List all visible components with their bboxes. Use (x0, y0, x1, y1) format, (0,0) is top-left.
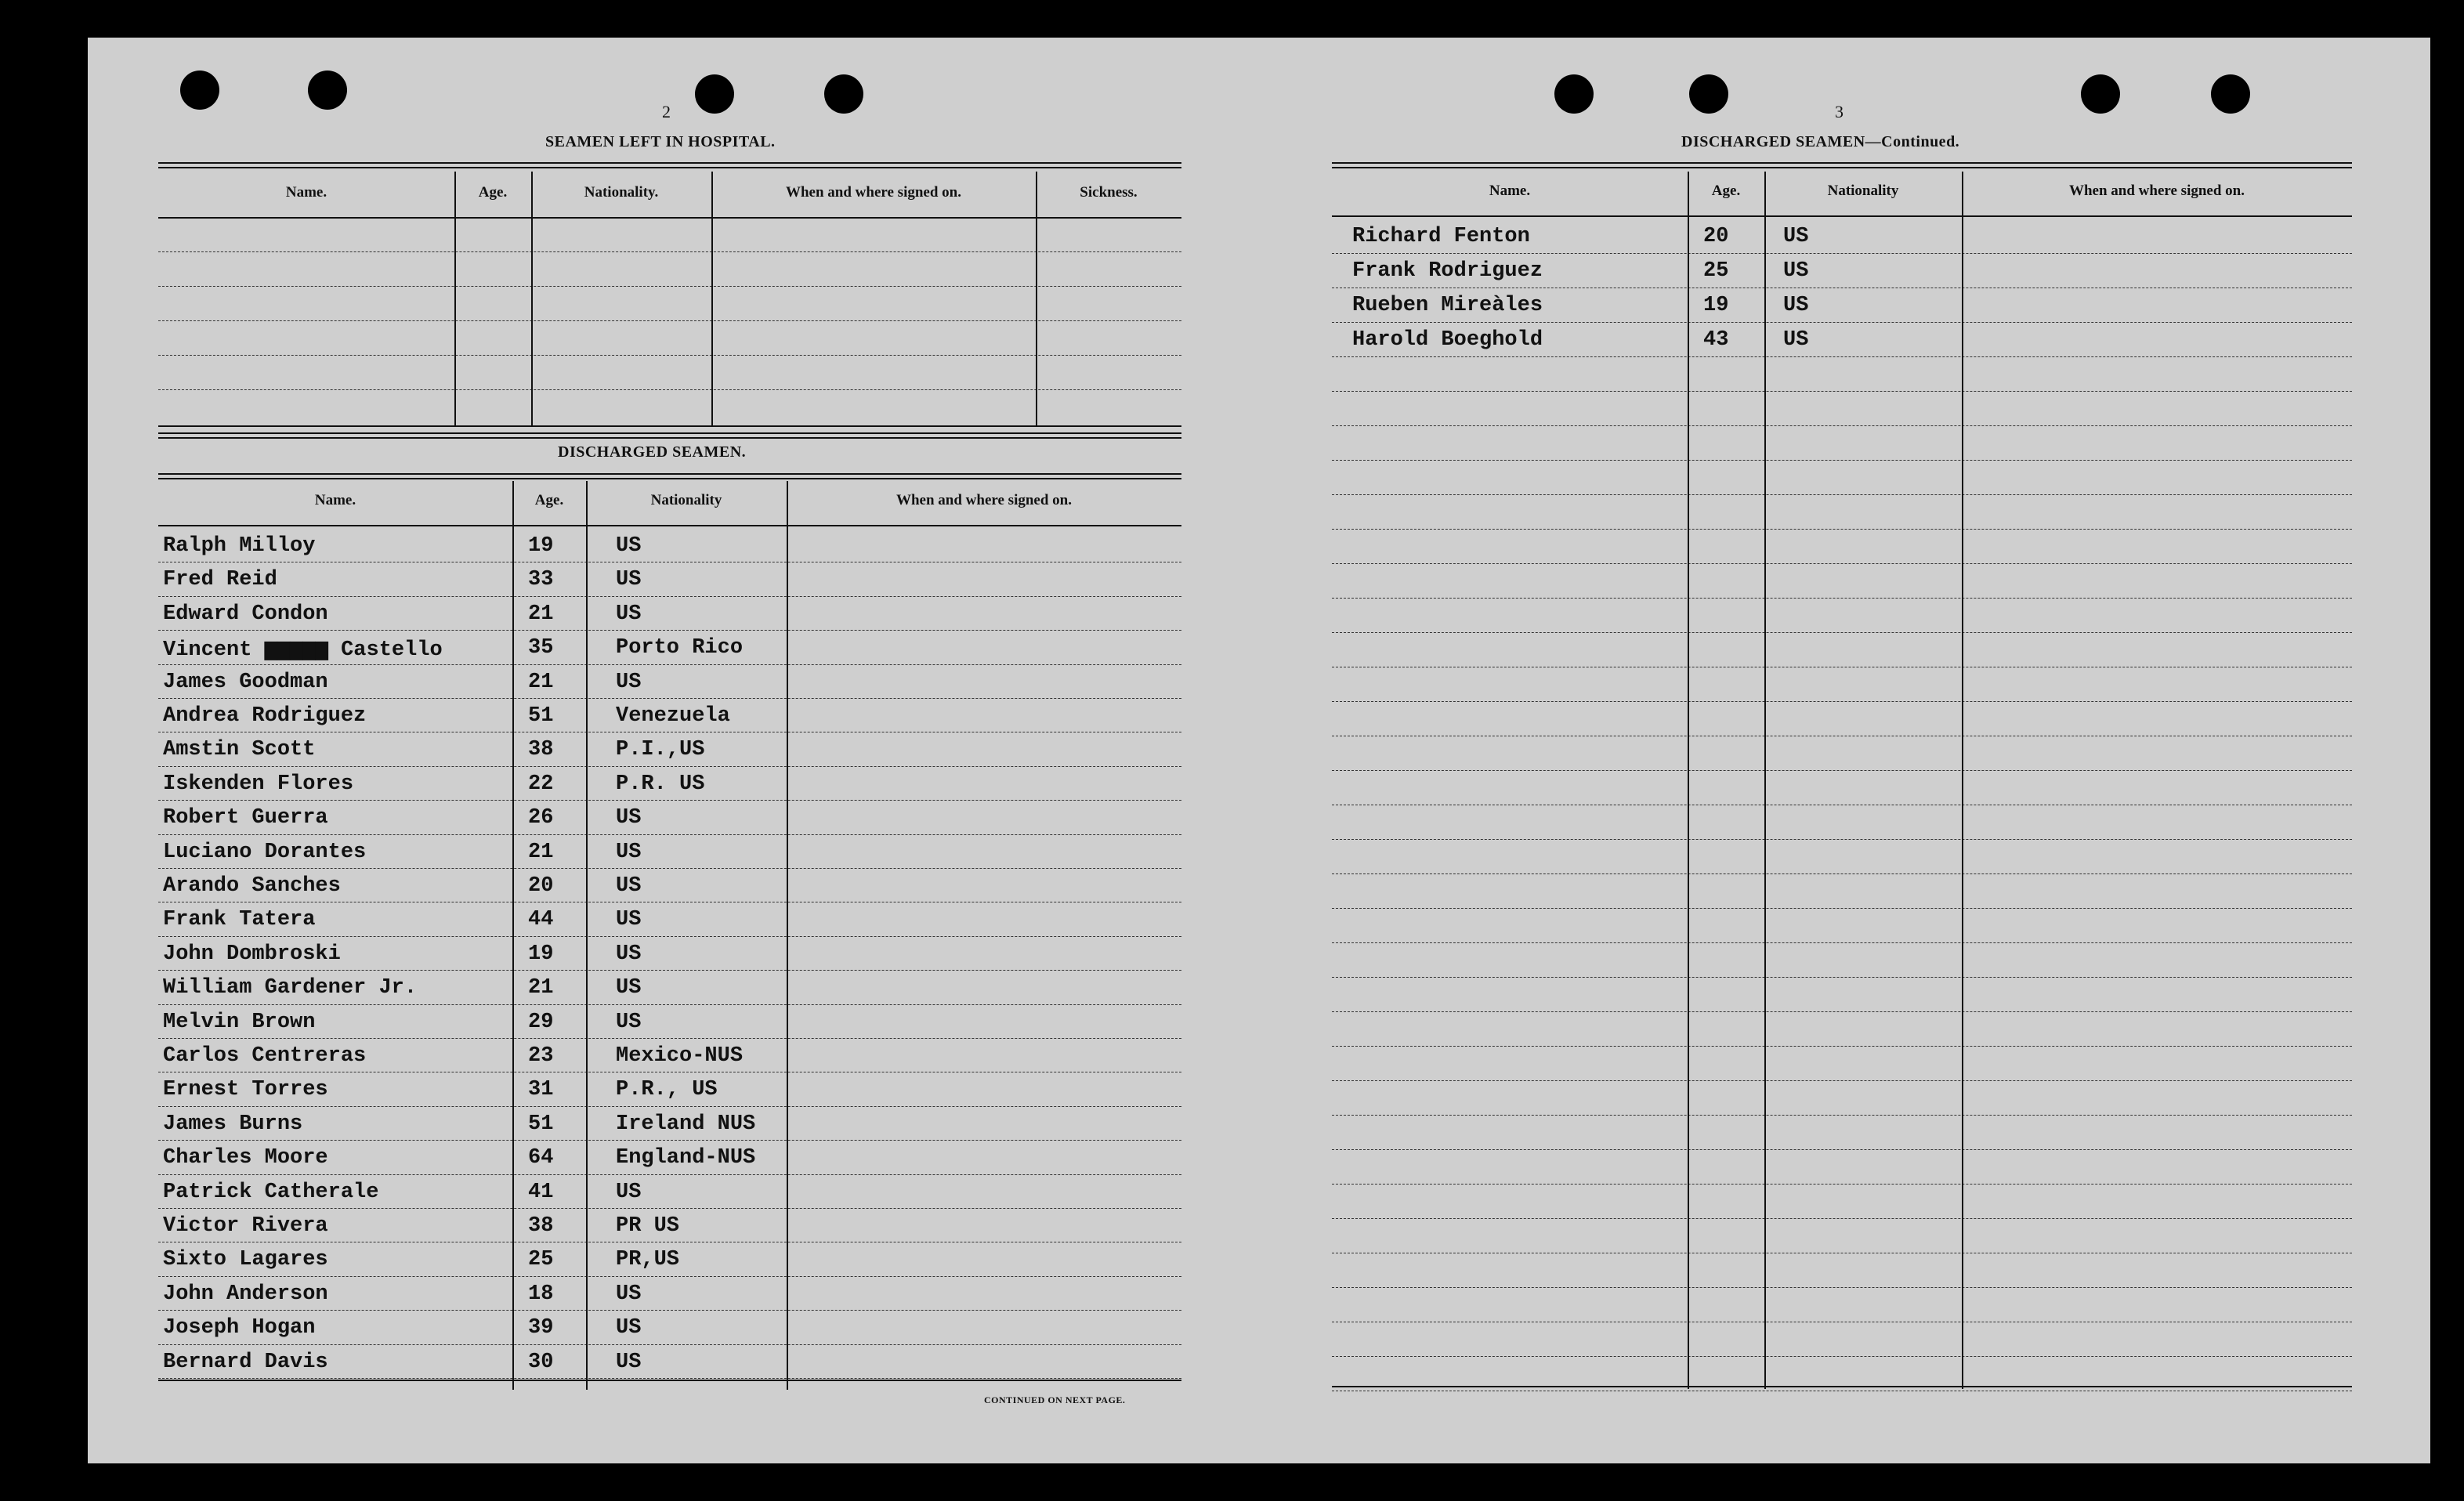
row-age: 25 (528, 1248, 554, 1272)
row-nationality: US (616, 1316, 642, 1340)
row-name: Carlos Centreras (163, 1044, 367, 1068)
row-nationality: US (616, 568, 642, 592)
row-age: 30 (528, 1350, 554, 1374)
punch-hole (1554, 74, 1594, 114)
row-nationality: US (616, 806, 642, 830)
discharged-col-signed-on: When and where signed on. (896, 492, 1072, 508)
row-name: Frank Rodriguez (1352, 259, 1543, 283)
row-name: William Gardener Jr. (163, 976, 418, 1000)
discharged-table-left (158, 473, 1181, 1391)
right-section-title (1681, 133, 1959, 151)
row-nationality: US (616, 942, 642, 966)
row-age: 21 (528, 976, 554, 1000)
row-name: Frank Tatera (163, 908, 316, 932)
row-age: 23 (528, 1044, 554, 1068)
row-age: 51 (528, 1112, 554, 1136)
row-name: Arando Sanches (163, 874, 341, 898)
hospital-section-title: SEAMEN LEFT IN HOSPITAL. (545, 133, 776, 150)
row-age: 33 (528, 568, 554, 592)
hospital-col-age: Age. (478, 184, 508, 201)
row-nationality: US (616, 1180, 642, 1204)
punch-hole (2081, 74, 2120, 114)
discharged-col-name: Name. (314, 492, 356, 508)
row-age: 43 (1703, 328, 1729, 352)
discharged-table-right (1332, 162, 2352, 1391)
row-name: Ernest Torres (163, 1078, 328, 1102)
row-name: John Dombroski (163, 942, 341, 966)
row-age: 64 (528, 1146, 554, 1170)
row-nationality: US (616, 976, 642, 1000)
row-name: Harold Boeghold (1352, 328, 1543, 352)
right-title-main: DISCHARGED SEAMEN (1681, 133, 1865, 150)
row-age: 38 (528, 1214, 554, 1238)
right-col-name: Name. (1489, 183, 1531, 199)
row-age: 18 (528, 1282, 554, 1306)
row-name: Iskenden Flores (163, 772, 354, 796)
row-age: 19 (528, 942, 554, 966)
row-nationality: US (616, 874, 642, 898)
row-name: James Burns (163, 1112, 303, 1136)
row-age: 51 (528, 704, 554, 728)
right-col-nationality: Nationality (1827, 183, 1899, 199)
punch-hole (308, 71, 347, 110)
row-name: Andrea Rodriguez (163, 704, 367, 728)
row-age: 29 (528, 1010, 554, 1034)
discharged-divider (158, 432, 1181, 440)
row-name: Robert Guerra (163, 806, 328, 830)
row-name: Sixto Lagares (163, 1248, 328, 1272)
row-name: Bernard Davis (163, 1350, 328, 1374)
discharged-section-title: DISCHARGED SEAMEN. (558, 443, 747, 461)
row-age: 25 (1703, 259, 1729, 283)
row-age: 20 (1703, 225, 1729, 248)
row-nationality: US (1783, 225, 1809, 248)
row-nationality: US (616, 670, 642, 694)
row-age: 22 (528, 772, 554, 796)
row-nationality: US (616, 602, 642, 626)
row-age: 35 (528, 636, 554, 660)
row-name: James Goodman (163, 670, 328, 694)
row-age: 21 (528, 840, 554, 864)
row-age: 39 (528, 1316, 554, 1340)
row-nationality: PR US (616, 1214, 680, 1238)
punch-hole (824, 74, 863, 114)
hospital-col-nationality: Nationality. (584, 184, 659, 201)
row-name: Richard Fenton (1352, 225, 1530, 248)
row-nationality: US (616, 1282, 642, 1306)
row-name: Fred Reid (163, 568, 277, 592)
row-nationality: Venezuela (616, 704, 730, 728)
row-name: Victor Rivera (163, 1214, 328, 1238)
row-name: Vincent ▆▆▆▆▆ Castello (163, 638, 443, 663)
page-number-right: 3 (1835, 102, 1843, 121)
row-nationality: US (616, 1350, 642, 1374)
punch-hole (2211, 74, 2250, 114)
row-nationality: P.I.,US (616, 738, 705, 762)
hospital-col-sickness: Sickness. (1080, 184, 1138, 201)
row-nationality: Mexico-NUS (616, 1044, 744, 1068)
row-age: 31 (528, 1078, 554, 1102)
row-nationality: PR,US (616, 1248, 680, 1272)
punch-hole (180, 71, 219, 110)
row-name: Rueben Mireàles (1352, 294, 1543, 317)
row-name: Joseph Hogan (163, 1316, 316, 1340)
hospital-col-name: Name. (285, 184, 327, 201)
right-title-suffix: —Continued. (1865, 133, 1960, 150)
right-col-signed-on: When and where signed on. (2068, 183, 2245, 199)
row-nationality: England-NUS (616, 1146, 756, 1170)
row-age: 19 (1703, 294, 1729, 317)
row-age: 19 (528, 534, 554, 558)
row-age: 21 (528, 602, 554, 626)
discharged-col-age: Age. (534, 492, 564, 508)
row-age: 21 (528, 670, 554, 694)
row-nationality: US (1783, 294, 1809, 317)
row-nationality: US (616, 840, 642, 864)
row-nationality: US (1783, 259, 1809, 283)
row-name: Patrick Catherale (163, 1180, 379, 1204)
hospital-col-signed-on: When and where signed on. (785, 184, 961, 201)
row-name: John Anderson (163, 1282, 328, 1306)
row-age: 41 (528, 1180, 554, 1204)
row-name: Melvin Brown (163, 1010, 316, 1034)
row-nationality: P.R., US (616, 1078, 718, 1102)
row-nationality: US (616, 908, 642, 932)
continued-note: CONTINUED ON NEXT PAGE. (984, 1394, 1126, 1405)
discharged-col-nationality: Nationality (650, 492, 722, 508)
row-name: Luciano Dorantes (163, 840, 367, 864)
page-number-left: 2 (662, 102, 671, 121)
row-name: Amstin Scott (163, 738, 316, 762)
punch-hole (695, 74, 734, 114)
row-age: 44 (528, 908, 554, 932)
row-nationality: US (616, 534, 642, 558)
row-nationality: Ireland NUS (616, 1112, 756, 1136)
row-name: Charles Moore (163, 1146, 328, 1170)
right-col-age: Age. (1711, 183, 1741, 199)
row-age: 20 (528, 874, 554, 898)
row-age: 26 (528, 806, 554, 830)
row-nationality: US (1783, 328, 1809, 352)
row-nationality: P.R. US (616, 772, 705, 796)
row-name: Ralph Milloy (163, 534, 316, 558)
hospital-table (158, 162, 1181, 432)
row-age: 38 (528, 738, 554, 762)
row-name: Edward Condon (163, 602, 328, 626)
row-nationality: US (616, 1010, 642, 1034)
row-nationality: Porto Rico (616, 636, 744, 660)
punch-hole (1689, 74, 1728, 114)
